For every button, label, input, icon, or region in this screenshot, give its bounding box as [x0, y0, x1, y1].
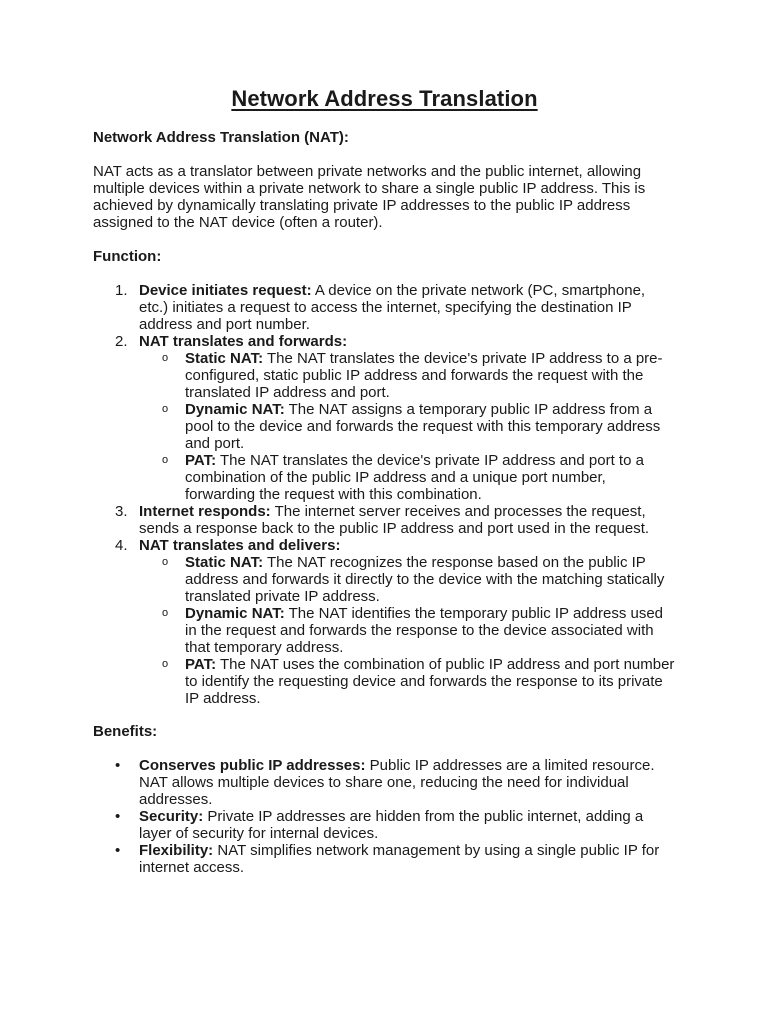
- bullet-icon: •: [115, 842, 121, 859]
- step-label: Internet responds:: [139, 503, 271, 520]
- benefits-heading: Benefits:: [93, 723, 158, 740]
- sub-item: [139, 452, 676, 503]
- step-item: [93, 282, 676, 333]
- benefit-item: [93, 808, 676, 842]
- sub-item: [139, 656, 676, 707]
- benefit-label: Flexibility:: [139, 842, 214, 859]
- hollow-bullet-icon: o: [162, 607, 169, 619]
- step-number: 4.: [115, 537, 128, 554]
- step-label: NAT translates and forwards:: [139, 333, 348, 350]
- function-steps-list: [93, 282, 676, 707]
- bullet-icon: •: [115, 808, 121, 825]
- sub-item-text: The NAT translates the device's private IP address to a pre-configured, static public IP address and forwards the request with the translated IP address and port.: [185, 350, 663, 401]
- step-text: The internet server receives and processes the request, sends a response back to the public IP address and port used in the request.: [139, 503, 650, 537]
- step-label: NAT translates and delivers:: [139, 537, 341, 554]
- step-sublist: [139, 554, 676, 707]
- nat-heading: Network Address Translation (NAT):: [93, 129, 349, 146]
- step-sublist: [139, 350, 676, 503]
- sub-item: [139, 605, 676, 656]
- sub-item: [139, 554, 676, 605]
- function-heading: Function:: [93, 248, 162, 265]
- sub-item: [139, 401, 676, 452]
- sub-item-label: Static NAT:: [185, 554, 264, 571]
- hollow-bullet-icon: o: [162, 403, 169, 415]
- sub-item-label: PAT:: [185, 656, 217, 673]
- step-number: 1.: [115, 282, 128, 299]
- hollow-bullet-icon: o: [162, 556, 169, 568]
- step-item: [93, 333, 676, 503]
- sub-item-text: The NAT identifies the temporary public IP address used in the request and forwards the response to the device associated with that temporary address.: [185, 605, 664, 656]
- sub-item-text: The NAT translates the device's private IP address and port to a combination of the public IP address and a unique port number, forwarding the request with this combination.: [185, 452, 644, 503]
- hollow-bullet-icon: o: [162, 454, 169, 466]
- step-label: Device initiates request:: [139, 282, 312, 299]
- benefit-text: Private IP addresses are hidden from the public internet, adding a layer of security for internal devices.: [139, 808, 644, 842]
- benefit-item: [93, 757, 676, 808]
- document-title: Network Address Translation: [231, 86, 538, 111]
- step-number: 2.: [115, 333, 128, 350]
- benefit-item: [93, 842, 676, 876]
- sub-item: [139, 350, 676, 401]
- step-item: [93, 503, 676, 537]
- benefit-label: Security:: [139, 808, 204, 825]
- step-text: A device on the private network (PC, smartphone, etc.) initiates a request to access the internet, specifying the destination IP address and port number.: [139, 282, 646, 333]
- hollow-bullet-icon: o: [162, 658, 169, 670]
- benefit-label: Conserves public IP addresses:: [139, 757, 366, 774]
- sub-item-label: Static NAT:: [185, 350, 264, 367]
- benefit-text: NAT simplifies network management by using a single public IP for internet access.: [139, 842, 660, 876]
- sub-item-text: The NAT recognizes the response based on the public IP address and forwards it directly to the device with the matching statically translated private IP address.: [185, 554, 665, 605]
- step-item: [93, 537, 676, 707]
- sub-item-label: PAT:: [185, 452, 217, 469]
- step-number: 3.: [115, 503, 128, 520]
- sub-item-text: The NAT uses the combination of public IP address and port number to identify the requesting device and forwards the response to its private IP address.: [185, 656, 675, 707]
- bullet-icon: •: [115, 757, 121, 774]
- intro-paragraph: NAT acts as a translator between private networks and the public internet, allowing multiple devices within a private network to share a single public IP address. This is achieved by dynamically translating private IP addresses to the public IP address assigned to the NAT device (often a router).: [93, 163, 646, 231]
- hollow-bullet-icon: o: [162, 352, 169, 364]
- sub-item-label: Dynamic NAT:: [185, 605, 285, 622]
- benefits-list: [93, 757, 676, 876]
- sub-item-text: The NAT assigns a temporary public IP address from a pool to the device and forwards the request with this temporary address and port.: [185, 401, 661, 452]
- sub-item-label: Dynamic NAT:: [185, 401, 285, 418]
- benefit-text: Public IP addresses are a limited resource. NAT allows multiple devices to share one, reducing the need for individual addresses.: [139, 757, 655, 808]
